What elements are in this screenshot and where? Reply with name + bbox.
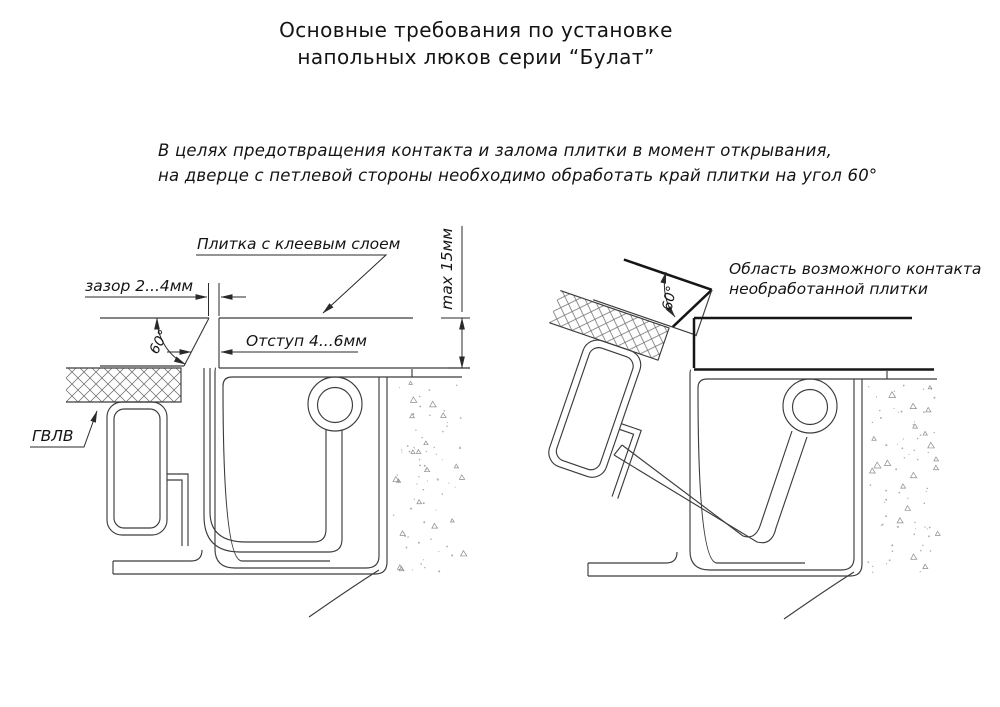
title-line-1: Основные требования по установке (279, 18, 673, 42)
hinge-arm-outer (204, 368, 342, 552)
label-gap: зазор 2...4мм (85, 277, 194, 295)
floor-tile-bold (694, 318, 934, 370)
note-line-2: на дверце с петлевой стороны необходимо обработать край плитки на угол 60° (158, 165, 878, 185)
hinge-arm-open-outer (614, 437, 807, 543)
label-tile-adhesive: Плитка с клеевым слоем (197, 235, 401, 253)
label-contact-1: Область возможного контакта (729, 260, 982, 278)
left-diagram (30, 226, 470, 617)
right-diagram (502, 243, 981, 619)
label-gvlv: ГВЛВ (32, 427, 74, 445)
concrete-fill-left (393, 381, 467, 572)
label-contact-2: необработанной плитки (729, 280, 928, 298)
label-angle-right: 60° (659, 284, 681, 312)
label-offset: Отступ 4...6мм (246, 332, 367, 350)
hinge-arm-open-inner (622, 431, 792, 537)
title-line-2: напольных люков серии “Булат” (297, 45, 655, 69)
note-line-1: В целях предотвращения контакта и залома плитки в момент открывания, (158, 141, 833, 160)
concrete-fill-right (868, 385, 941, 573)
label-angle-left: 60° (146, 327, 173, 357)
label-max-height: max 15мм (438, 228, 456, 310)
door-leaf-open (502, 243, 711, 505)
